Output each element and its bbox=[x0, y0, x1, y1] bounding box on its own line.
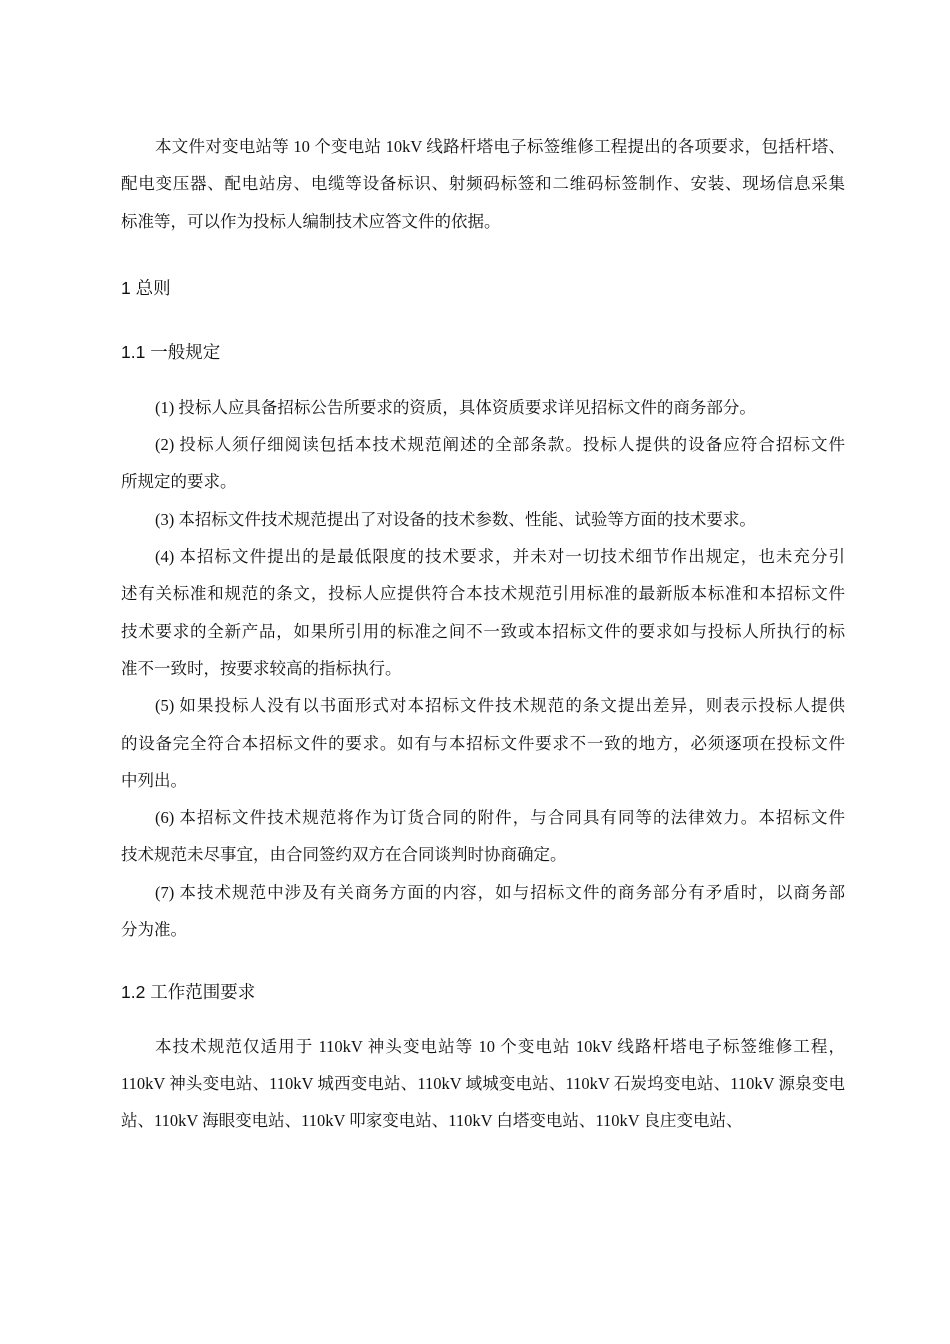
intro-line: 本文件对变电站等 10 个变电站 10kV 线路杆塔电子标签维修工程提出的各项要求，包括杆塔、 bbox=[155, 137, 845, 156]
scope-line: 本技术规范仅适用于 110kV 神头变电站等 10 个变电站 10kV 线路杆塔电子标签维修工程， bbox=[155, 1036, 845, 1056]
section-heading-general: 1 总则 bbox=[121, 277, 171, 298]
intro-line: 配电变压器、配电站房、电缆等设备标识、射频码标签和二维码标签制作、安装、现场信息采集 bbox=[121, 174, 845, 194]
provision-line: 分为准。 bbox=[121, 920, 187, 940]
intro-line: 标准等，可以作为投标人编制技术应答文件的依据。 bbox=[121, 211, 501, 231]
intro-paragraph bbox=[121, 128, 845, 240]
provision-line: 的设备完全符合本招标文件的要求。如有与本招标文件要求不一致的地方，必须逐项在投标文件 bbox=[121, 733, 845, 753]
section-heading-general-provisions: 1.1 一般规定 bbox=[121, 341, 221, 362]
provision-line: 所规定的要求。 bbox=[121, 472, 237, 492]
provision-line: 述有关标准和规范的条文，投标人应提供符合本技术规范引用标准的最新版本标准和本招标文件 bbox=[121, 584, 845, 604]
provision-line: (6) 本招标文件技术规范将作为订货合同的附件，与合同具有同等的法律效力。本招标文件 bbox=[155, 808, 845, 828]
provision-line: 准不一致时，按要求较高的指标执行。 bbox=[121, 658, 402, 678]
provision-line: (7) 本技术规范中涉及有关商务方面的内容，如与招标文件的商务部分有矛盾时，以商务部 bbox=[155, 882, 845, 902]
provision-line: (4) 本招标文件提出的是最低限度的技术要求，并未对一切技术细节作出规定，也未充分引 bbox=[155, 547, 845, 567]
provision-line: 技术规范未尽事宜，由合同签约双方在合同谈判时协商确定。 bbox=[121, 845, 567, 865]
provision-item bbox=[121, 538, 845, 687]
provision-line: 中列出。 bbox=[121, 770, 187, 790]
work-scope-paragraph bbox=[121, 1028, 845, 1140]
provision-line: (1) 投标人应具备招标公告所要求的资质，具体资质要求详见招标文件的商务部分。 bbox=[155, 397, 756, 417]
provisions-list bbox=[121, 389, 845, 948]
provision-item bbox=[121, 799, 845, 874]
provision-item bbox=[121, 501, 845, 538]
provision-item bbox=[121, 389, 845, 426]
document-page bbox=[121, 128, 845, 1140]
scope-line: 站、110kV 海眼变电站、110kV 叩家变电站、110kV 白塔变电站、110kV 良庄变电站、 bbox=[121, 1111, 743, 1131]
provision-item bbox=[121, 426, 845, 501]
provision-line: 技术要求的全新产品，如果所引用的标准之间不一致或本招标文件的要求如与投标人所执行的标 bbox=[121, 621, 845, 641]
provision-line: (2) 投标人须仔细阅读包括本技术规范阐述的全部条款。投标人提供的设备应符合招标文件 bbox=[155, 435, 845, 455]
scope-line: 110kV 神头变电站、110kV 城西变电站、110kV 域城变电站、110kV 石炭坞变电站、110kV 源泉变电 bbox=[121, 1074, 845, 1094]
provision-line: (3) 本招标文件技术规范提出了对设备的技术参数、性能、试验等方面的技术要求。 bbox=[155, 509, 756, 529]
provision-line: (5) 如果投标人没有以书面形式对本招标文件技术规范的条文提出差异，则表示投标人提供 bbox=[155, 696, 845, 716]
provision-item bbox=[121, 687, 845, 799]
provision-item bbox=[121, 874, 845, 949]
section-heading-work-scope: 1.2 工作范围要求 bbox=[121, 981, 256, 1002]
